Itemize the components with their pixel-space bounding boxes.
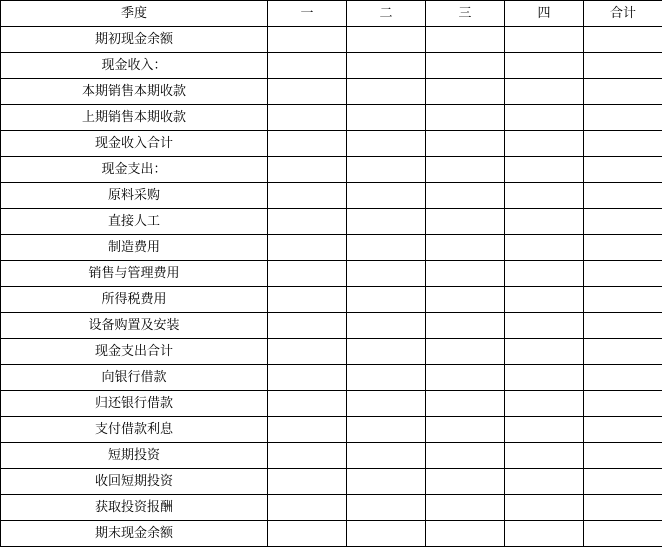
cell-q3[interactable] (426, 365, 505, 391)
row-label: 现金支出合计 (1, 339, 268, 365)
cell-q1[interactable] (268, 105, 347, 131)
cell-total[interactable] (584, 53, 662, 79)
cell-q2[interactable] (347, 287, 426, 313)
table-row (1, 261, 662, 287)
row-label: 所得税费用 (1, 287, 268, 313)
cell-q4[interactable] (505, 131, 584, 157)
cell-total[interactable] (584, 313, 662, 339)
table-row (1, 287, 662, 313)
cell-q3[interactable] (426, 183, 505, 209)
cell-q3[interactable] (426, 53, 505, 79)
table-row (1, 157, 662, 183)
cell-total[interactable] (584, 209, 662, 235)
row-label: 现金收入合计 (1, 131, 268, 157)
table-row (1, 469, 662, 495)
cell-q3[interactable] (426, 391, 505, 417)
row-label: 向银行借款 (1, 365, 268, 391)
cell-q1[interactable] (268, 391, 347, 417)
table-row (1, 495, 662, 521)
cell-q3[interactable] (426, 105, 505, 131)
cell-q2[interactable] (347, 261, 426, 287)
cell-total[interactable] (584, 235, 662, 261)
cell-q3[interactable] (426, 339, 505, 365)
cell-q4[interactable] (505, 261, 584, 287)
table-row (1, 417, 662, 443)
cell-q3[interactable] (426, 443, 505, 469)
cell-q4[interactable] (505, 235, 584, 261)
cell-q1[interactable] (268, 287, 347, 313)
table-row (1, 235, 662, 261)
column-header-quarter: 季度 (1, 1, 268, 27)
row-label: 原料采购 (1, 183, 268, 209)
row-label: 上期销售本期收款 (1, 105, 268, 131)
table-row (1, 53, 662, 79)
cell-q4[interactable] (505, 521, 584, 547)
cell-total[interactable] (584, 339, 662, 365)
row-label: 直接人工 (1, 209, 268, 235)
cell-q3[interactable] (426, 261, 505, 287)
cell-q4[interactable] (505, 443, 584, 469)
table-header-row (1, 1, 662, 27)
cell-q4[interactable] (505, 287, 584, 313)
cell-q4[interactable] (505, 183, 584, 209)
table-row (1, 131, 662, 157)
row-label: 销售与管理费用 (1, 261, 268, 287)
row-label: 期末现金余额 (1, 521, 268, 547)
row-label: 本期销售本期收款 (1, 79, 268, 105)
cell-q2[interactable] (347, 209, 426, 235)
cell-q4[interactable] (505, 209, 584, 235)
column-header-q2: 二 (347, 1, 426, 27)
cell-q4[interactable] (505, 105, 584, 131)
cell-q1[interactable] (268, 53, 347, 79)
cell-q4[interactable] (505, 313, 584, 339)
cell-q3[interactable] (426, 79, 505, 105)
cell-q1[interactable] (268, 235, 347, 261)
cell-q2[interactable] (347, 417, 426, 443)
row-label: 现金收入： (1, 53, 268, 79)
column-header-q3: 三 (426, 1, 505, 27)
cell-q4[interactable] (505, 79, 584, 105)
table-row (1, 339, 662, 365)
cell-q4[interactable] (505, 469, 584, 495)
cell-q1[interactable] (268, 313, 347, 339)
row-label: 获取投资报酬 (1, 495, 268, 521)
column-header-q1: 一 (268, 1, 347, 27)
table-row (1, 391, 662, 417)
cell-q4[interactable] (505, 495, 584, 521)
cell-q1[interactable] (268, 495, 347, 521)
cell-q1[interactable] (268, 183, 347, 209)
cell-q1[interactable] (268, 365, 347, 391)
cell-q1[interactable] (268, 417, 347, 443)
cell-q1[interactable] (268, 443, 347, 469)
table-row (1, 313, 662, 339)
cell-q3[interactable] (426, 313, 505, 339)
cell-total[interactable] (584, 183, 662, 209)
cell-q2[interactable] (347, 183, 426, 209)
column-header-q4: 四 (505, 1, 584, 27)
cell-q1[interactable] (268, 131, 347, 157)
cell-q2[interactable] (347, 469, 426, 495)
cell-q3[interactable] (426, 469, 505, 495)
cell-total[interactable] (584, 27, 662, 53)
cell-q2[interactable] (347, 443, 426, 469)
cell-total[interactable] (584, 443, 662, 469)
cell-q3[interactable] (426, 521, 505, 547)
table-row (1, 365, 662, 391)
cell-q2[interactable] (347, 521, 426, 547)
table-row (1, 105, 662, 131)
cell-q4[interactable] (505, 365, 584, 391)
cell-q2[interactable] (347, 157, 426, 183)
row-label: 设备购置及安装 (1, 313, 268, 339)
row-label: 现金支出： (1, 157, 268, 183)
cell-q4[interactable] (505, 27, 584, 53)
cell-q2[interactable] (347, 131, 426, 157)
table-row (1, 183, 662, 209)
cell-total[interactable] (584, 495, 662, 521)
cell-q3[interactable] (426, 27, 505, 53)
cell-q3[interactable] (426, 235, 505, 261)
table-row (1, 79, 662, 105)
cell-q1[interactable] (268, 27, 347, 53)
cell-q3[interactable] (426, 157, 505, 183)
cell-q1[interactable] (268, 209, 347, 235)
cell-q2[interactable] (347, 53, 426, 79)
cell-total[interactable] (584, 261, 662, 287)
table-body (1, 1, 662, 547)
cell-q4[interactable] (505, 157, 584, 183)
table-row (1, 521, 662, 547)
cell-q3[interactable] (426, 209, 505, 235)
cell-q1[interactable] (268, 521, 347, 547)
cell-q4[interactable] (505, 417, 584, 443)
cell-q3[interactable] (426, 495, 505, 521)
cell-q1[interactable] (268, 339, 347, 365)
row-label: 归还银行借款 (1, 391, 268, 417)
cell-total[interactable] (584, 131, 662, 157)
table-row (1, 443, 662, 469)
cell-q3[interactable] (426, 131, 505, 157)
cell-total[interactable] (584, 287, 662, 313)
column-header-total: 合计 (584, 1, 662, 27)
cell-q1[interactable] (268, 261, 347, 287)
row-label: 支付借款利息 (1, 417, 268, 443)
cell-q3[interactable] (426, 417, 505, 443)
cell-q2[interactable] (347, 391, 426, 417)
cell-total[interactable] (584, 365, 662, 391)
cell-q2[interactable] (347, 365, 426, 391)
row-label: 收回短期投资 (1, 469, 268, 495)
cell-q4[interactable] (505, 53, 584, 79)
cell-q2[interactable] (347, 79, 426, 105)
cell-total[interactable] (584, 417, 662, 443)
cell-total[interactable] (584, 469, 662, 495)
cell-q1[interactable] (268, 79, 347, 105)
table-row (1, 209, 662, 235)
cell-q4[interactable] (505, 339, 584, 365)
cell-q2[interactable] (347, 27, 426, 53)
row-label: 期初现金余额 (1, 27, 268, 53)
cell-total[interactable] (584, 391, 662, 417)
cell-q2[interactable] (347, 105, 426, 131)
cell-q1[interactable] (268, 469, 347, 495)
cell-total[interactable] (584, 521, 662, 547)
cell-total[interactable] (584, 79, 662, 105)
cell-total[interactable] (584, 157, 662, 183)
cell-total[interactable] (584, 105, 662, 131)
row-label: 短期投资 (1, 443, 268, 469)
row-label: 制造费用 (1, 235, 268, 261)
table-row (1, 27, 662, 53)
cell-q2[interactable] (347, 313, 426, 339)
cell-q3[interactable] (426, 287, 505, 313)
cell-q2[interactable] (347, 339, 426, 365)
cell-q4[interactable] (505, 391, 584, 417)
cell-q2[interactable] (347, 235, 426, 261)
cell-q2[interactable] (347, 495, 426, 521)
cell-q1[interactable] (268, 157, 347, 183)
